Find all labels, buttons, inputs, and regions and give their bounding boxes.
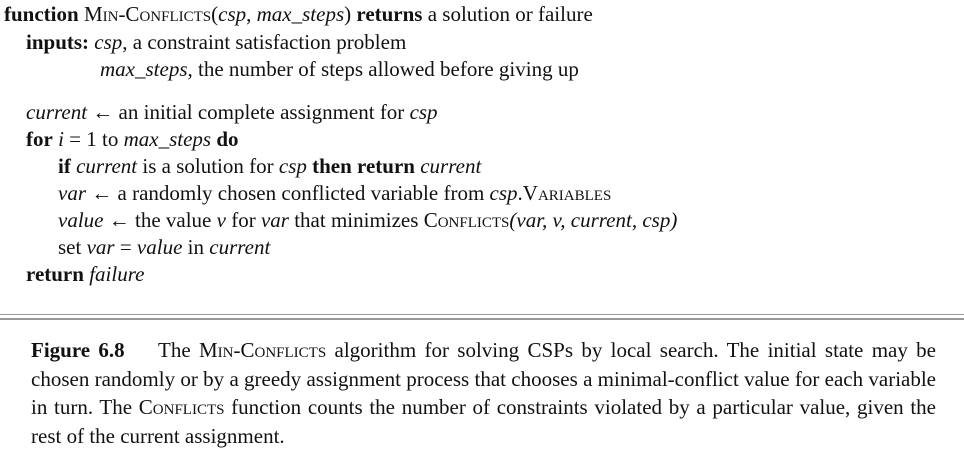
code-text: a randomly chosen conflicted variable from	[117, 181, 490, 205]
code-text: that minimizes	[288, 208, 424, 232]
code-line-2	[26, 126, 239, 153]
var-var: var	[260, 208, 289, 232]
inputs-line-1	[26, 29, 406, 56]
code-text: for	[225, 208, 261, 232]
var-value: value	[58, 208, 104, 232]
var-var: var	[86, 235, 115, 259]
code-text: in	[182, 235, 210, 259]
caption-smallcaps: Conflicts	[138, 395, 225, 419]
code-equals: =	[114, 235, 137, 259]
code-text: an initial complete assignment for	[118, 100, 410, 124]
keyword-returns: returns	[356, 2, 423, 26]
var-var: var	[58, 181, 86, 205]
var-failure: failure	[83, 262, 145, 286]
code-line-5	[58, 207, 677, 234]
keyword-function: function	[4, 2, 79, 26]
keyword-do: do	[211, 127, 239, 151]
conflicts-args: (var, v, current, csp)	[509, 208, 678, 232]
var-current: current	[209, 235, 271, 259]
var-current: current	[26, 100, 88, 124]
params-open: (	[211, 2, 219, 26]
inputs-text-1: , a constraint satisfaction problem	[122, 30, 407, 54]
var-csp: csp	[278, 154, 307, 178]
keyword-for: for	[26, 127, 53, 151]
figure-caption	[31, 336, 936, 450]
inputs-label: inputs:	[26, 30, 90, 54]
code-text: the value	[134, 208, 217, 232]
smallcaps-variables: Variables	[522, 181, 612, 205]
keyword-then-return: then return	[306, 154, 415, 178]
param-max-steps: max_steps	[256, 2, 345, 26]
var-csp: csp	[409, 100, 438, 124]
inputs-var-csp: csp	[94, 30, 123, 54]
code-text: = 1 to	[63, 127, 124, 151]
code-text: is a solution for	[137, 154, 279, 178]
inputs-line-2	[100, 56, 579, 83]
assign-arrow: ←	[103, 208, 135, 232]
params-comma: ,	[246, 2, 257, 26]
code-line-6	[58, 234, 270, 261]
keyword-return: return	[26, 262, 84, 286]
code-line-7	[26, 261, 144, 288]
caption-text: The	[158, 338, 199, 362]
keyword-if: if	[58, 154, 71, 178]
assign-arrow: ←	[86, 181, 118, 205]
var-v: v	[216, 208, 226, 232]
function-name: Min-Conflicts	[83, 2, 212, 26]
divider-rule-top	[0, 314, 964, 315]
caption-label: Figure 6.8	[31, 338, 125, 362]
var-csp: csp	[489, 181, 518, 205]
inputs-text-2: , the number of steps allowed before giving up	[187, 57, 579, 81]
var-i: i	[52, 127, 64, 151]
var-max-steps: max_steps	[123, 127, 212, 151]
inputs-var-max-steps: max_steps	[100, 57, 188, 81]
param-csp: csp	[218, 2, 247, 26]
code-line-4	[58, 180, 611, 207]
divider-rule-bottom	[0, 318, 964, 320]
var-current: current	[70, 154, 138, 178]
code-line-1	[26, 99, 438, 126]
returns-text: a solution or failure	[422, 2, 593, 26]
params-close: )	[344, 2, 352, 26]
smallcaps-conflicts: Conflicts	[423, 208, 510, 232]
assign-arrow: ←	[87, 100, 119, 124]
code-line-3	[58, 153, 481, 180]
code-text: set	[58, 235, 87, 259]
caption-smallcaps: Min-Conflicts	[198, 338, 327, 362]
caption-text: algorithm for solving CSPs by local search. The initial state may be chosen randomly or by a greedy assignment process that chooses a minimal-conflict value for each variable in turn. The	[31, 338, 937, 419]
var-current: current	[414, 154, 482, 178]
algorithm-header	[4, 1, 593, 28]
var-value: value	[136, 235, 183, 259]
code-dot: .	[517, 181, 523, 205]
caption-text: function counts the number of constraints violated by a particular value, given the rest of the current assignment.	[31, 395, 936, 448]
